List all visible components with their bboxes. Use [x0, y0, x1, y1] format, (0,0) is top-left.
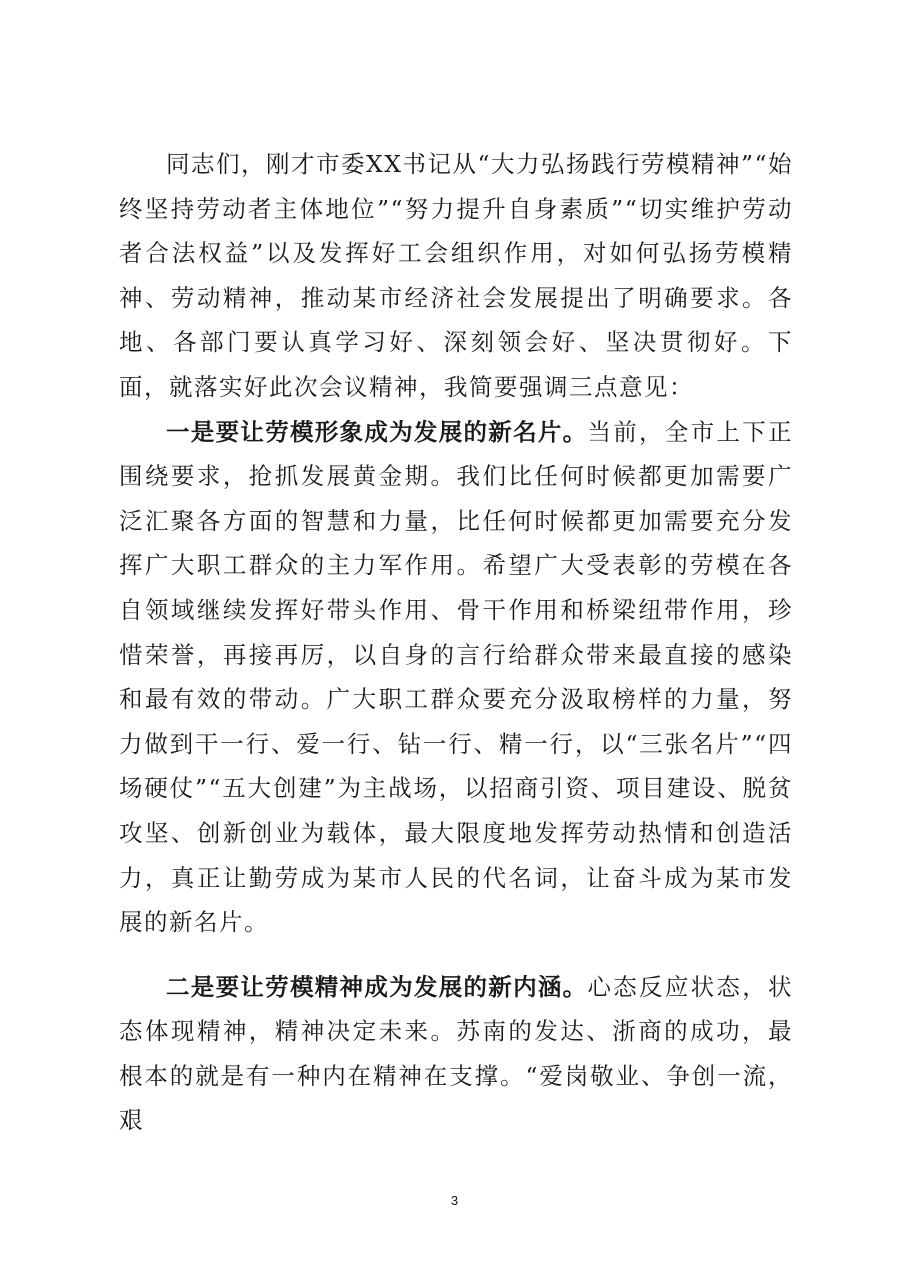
- document-body: [119, 142, 793, 1143]
- paragraph-intro: [119, 142, 793, 410]
- paragraph-lead: 一是要让劳模形象成为发展的新名片。: [166, 417, 588, 446]
- paragraph-text: 当前，全市上下正围绕要求，抢抓发展黄金期。我们比任何时候都更加需要广泛汇聚各方面的智慧和力量，比任何时候都更加需要充分发挥广大职工群众的主力军作用。希望广大受表彰的劳模在各自领域继续发挥好带头作用、骨干作用和桥梁纽带作用，珍惜荣誉，再接再厉，以自身的言行给群众带来最直接的感染和最有效的带动。广大职工群众要充分汲取榜样的力量，努力做到干一行、爱一行、钻一行、精一行，以“三张名片”“四场硬仗”“五大创建”为主战场，以招商引资、项目建设、脱贫攻坚、创新创业为载体，最大限度地发挥劳动热情和创造活力，真正让勤劳成为某市人民的代名词，让奋斗成为某市发展的新名片。: [119, 417, 794, 937]
- paragraph-text: 心态反应状态，状态体现精神，精神决定未来。苏南的发达、浙商的成功，最根本的就是有一种内在精神在支撑。“爱岗敬业、争创一流，艰: [119, 972, 794, 1135]
- paragraph-text: 同志们，刚才市委XX书记从“大力弘扬践行劳模精神”“始终坚持劳动者主体地位”“努力提升自身素质”“切实维护劳动者合法权益”以及发挥好工会组织作用，对如何弘扬劳模精神、劳动精神，推动某市经济社会发展提出了明确要求。各地、各部门要认真学习好、深刻领会好、坚决贯彻好。下面，就落实好此次会议精神，我简要强调三点意见：: [119, 150, 794, 401]
- paragraph-lead: 二是要让劳模精神成为发展的新内涵。: [166, 972, 588, 1001]
- page-number: 3: [450, 1193, 459, 1208]
- paragraph-point-two: [119, 965, 793, 1143]
- paragraph-point-one: [119, 410, 793, 945]
